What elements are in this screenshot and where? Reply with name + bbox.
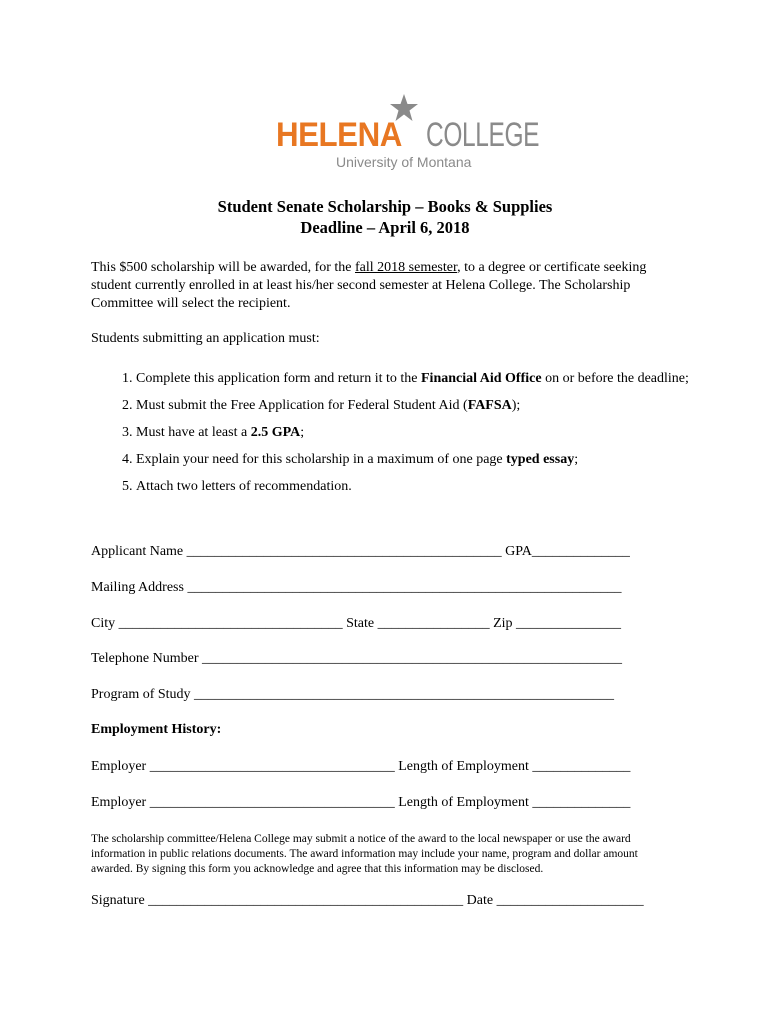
employer-field-1[interactable]: Employer ___________________________________ Length of Employment ______________ — [91, 759, 631, 774]
city-state-zip-field[interactable]: City ________________________________ State ________________ Zip _______________ — [91, 616, 622, 631]
document-title: Student Senate Scholarship – Books & Supplies — [217, 197, 553, 216]
list-item: 5. Attach two letters of recommendation. — [136, 473, 736, 500]
requirements-list — [91, 365, 736, 500]
telephone-field[interactable]: Telephone Number ____________________________________________________________ — [91, 651, 622, 666]
logo-college: COLLEGE — [426, 116, 540, 154]
logo-helena: HELENA — [276, 116, 402, 154]
list-item: 2. Must submit the Free Application for Federal Student Aid (FAFSA); — [136, 392, 736, 419]
list-item: 3. Must have at least a 2.5 GPA; — [136, 419, 736, 446]
deadline-title: Deadline – April 6, 2018 — [300, 218, 470, 237]
signature-field[interactable]: Signature _____________________________________________ Date _____________________ — [91, 893, 644, 908]
employment-history-heading: Employment History: — [91, 722, 222, 737]
logo-university: University of Montana — [336, 154, 472, 170]
mailing-address-field[interactable]: Mailing Address ______________________________________________________________ — [91, 580, 622, 595]
list-item: 4. Explain your need for this scholarship in a maximum of one page typed essay; — [136, 446, 736, 473]
employer-field-2[interactable]: Employer ___________________________________ Length of Employment ______________ — [91, 795, 631, 810]
applicant-name-field[interactable]: Applicant Name _____________________________________________ GPA______________ — [91, 544, 630, 559]
semester-underlined: fall 2018 semester — [355, 260, 458, 275]
list-item: 1. Complete this application form and return it to the Financial Aid Office on or before the deadline; — [136, 365, 736, 392]
helena-college-logo — [276, 94, 540, 174]
intro-paragraph: This $500 scholarship will be awarded, for the fall 2018 semester, to a degree or certificate seeking student currently enrolled in at least his/her second semester at Helena College. The Scholarship Committee will select the recipient. — [91, 260, 647, 311]
program-of-study-field[interactable]: Program of Study ____________________________________________________________ — [91, 687, 615, 702]
requirements-intro: Students submitting an application must: — [91, 331, 320, 346]
disclosure-notice: The scholarship committee/Helena College may submit a notice of the award to the local newspaper or use the award information in public relations documents. The award information may include your name, program and dollar amount awarded. By signing this form you acknowledge and agree that this information may be disclosed. — [91, 833, 638, 875]
